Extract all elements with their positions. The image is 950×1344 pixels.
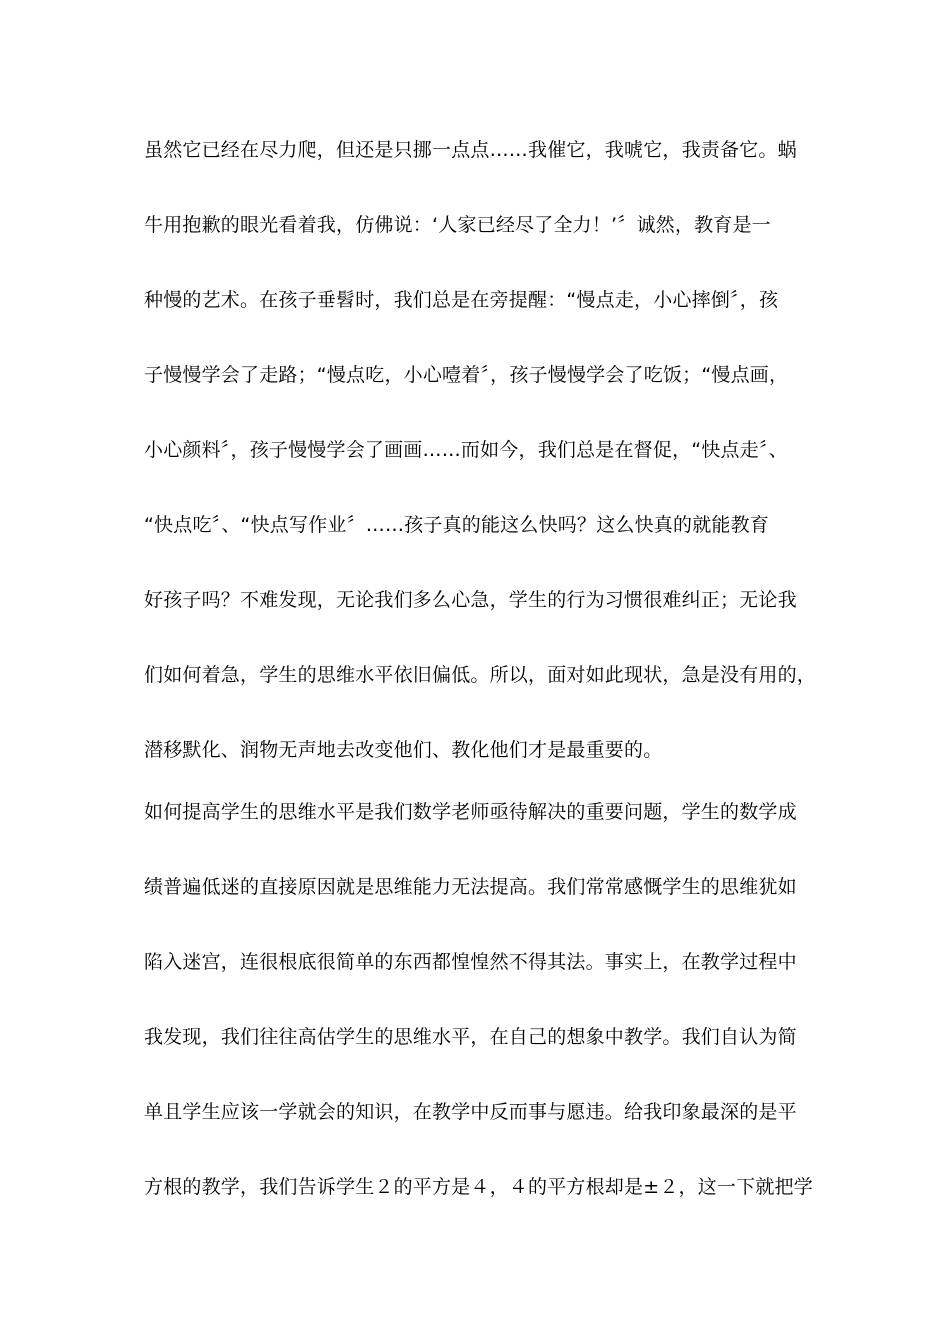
paragraph-1-line-5: 小心颜料〞，孩子慢慢学会了画画……而如今，我们总是在督促，“快点走〞、 xyxy=(144,439,788,461)
paragraph-2-line-5: 单且学生应该一学就会的知识，在教学中反而事与愿违。给我印象最深的是平 xyxy=(144,1101,797,1123)
paragraph-2-line-4: 我发现，我们往往高估学生的思维水平，在自己的想象中教学。我们自认为简 xyxy=(144,1026,797,1048)
paragraph-2-line-6: 方根的教学，我们告诉学生２的平方是４，４的平方根却是±２，这一下就把学 xyxy=(144,1176,813,1198)
paragraph-1-line-1: 虽然它已经在尽力爬，但还是只挪一点点……我催它，我唬它，我责备它。蜗 xyxy=(144,139,797,161)
paragraph-2-line-2: 绩普遍低迷的直接原因就是思维能力无法提高。我们常常感慨学生的思维犹如 xyxy=(144,876,797,898)
paragraph-1-line-3: 种慢的艺术。在孩子垂髫时，我们总是在旁提醒：“慢点走，小心摔倒〞，孩 xyxy=(144,289,779,311)
paragraph-2-line-1: 如何提高学生的思维水平是我们数学老师亟待解决的重要问题，学生的数学成 xyxy=(144,801,797,823)
paragraph-1-line-4: 子慢慢学会了走路；“慢点吃，小心噎着〞，孩子慢慢学会了吃饭；“慢点画， xyxy=(144,364,789,386)
paragraph-1-line-7: 好孩子吗？不难发现，无论我们多么心急，学生的行为习惯很难纠正；无论我 xyxy=(144,589,797,611)
paragraph-2-line-3: 陷入迷宫，连很根底很简单的东西都惶惶然不得其法。事实上，在教学过程中 xyxy=(144,951,797,973)
paragraph-1-line-2: 牛用抱歉的眼光看着我，仿佛说：‘人家已经尽了全力！’〞诚然，教育是一 xyxy=(144,214,771,236)
paragraph-1-line-8: 们如何着急，学生的思维水平依旧偏低。所以，面对如此现状，急是没有用的， xyxy=(144,664,817,686)
paragraph-1-line-9: 潜移默化、润物无声地去改变他们、教化他们才是最重要的。 xyxy=(144,739,663,761)
paragraph-1-line-6: “快点吃〞、“快点写作业〞……孩子真的能这么快吗？这么快真的就能教育 xyxy=(144,514,769,536)
